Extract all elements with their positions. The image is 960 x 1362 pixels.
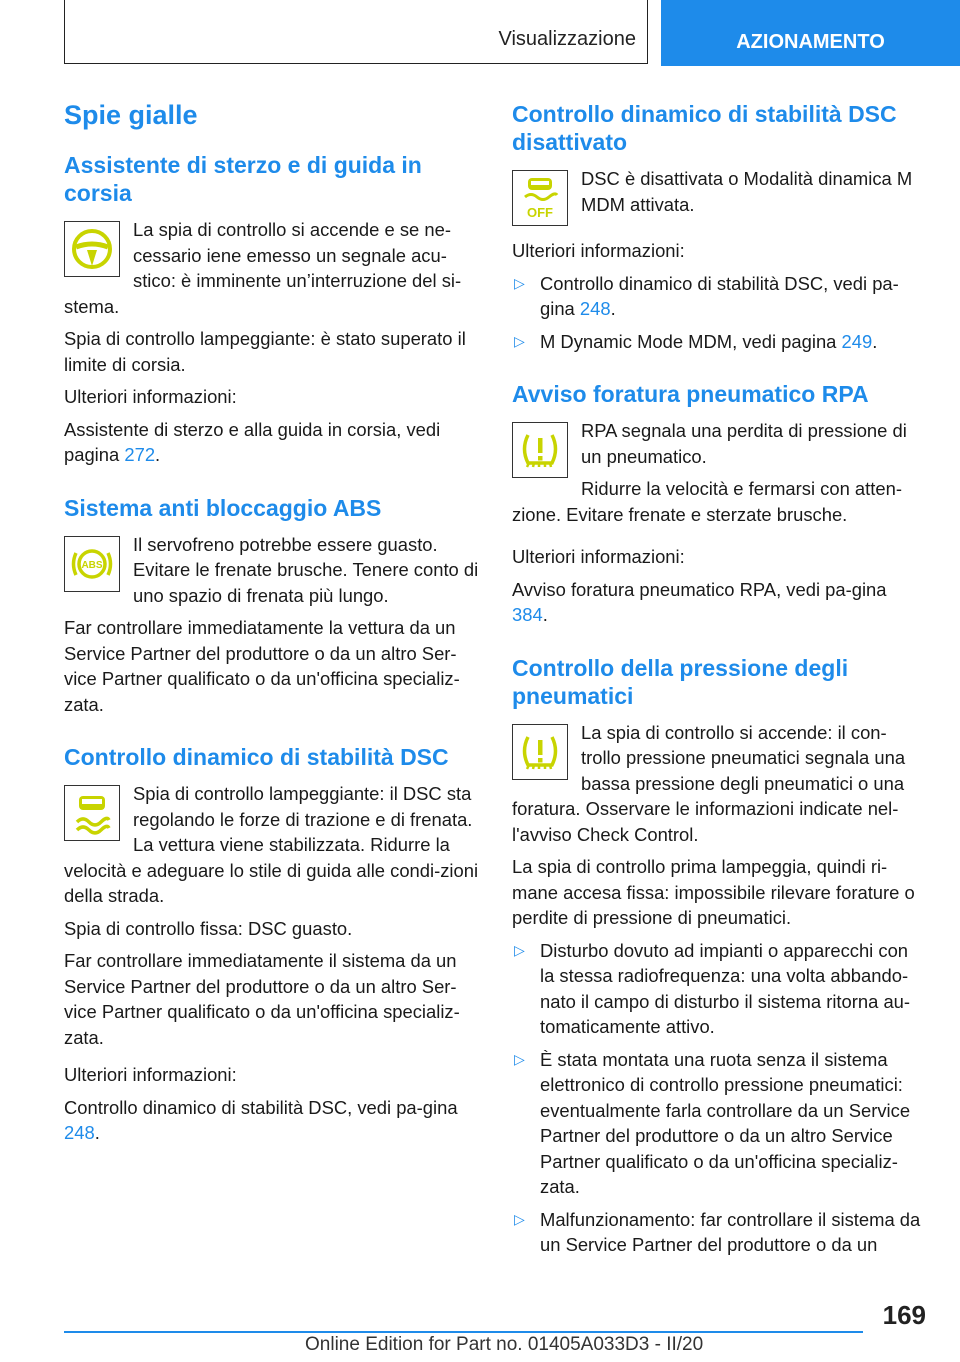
dsc-off-warning-icon [512,170,568,226]
abs-text-2: Far controllare immediatamente la vettura da un Service Partner del produttore o da un altro Ser-vice Partner qualificato o da un'officina specializ-zata. [64,617,460,715]
dsc-off-heading: Controllo dinamico di stabilità DSC disattivato [512,101,897,155]
page-link-249[interactable]: 249 [841,330,873,352]
tpc-list [512,938,926,1258]
svg-text:ABS: ABS [81,559,103,571]
dsc-block [64,781,482,916]
header-section-title: Visualizzazione [498,28,636,50]
rpa-text-1: RPA segnala una perdita di pressione di un pneumatico. [581,420,907,467]
right-column [512,100,926,1265]
lane-assist-heading: Assistente di sterzo e di guida in corsia [64,152,422,206]
triangle-bullet-icon: ▷ [514,941,525,958]
page-link-248[interactable]: 248 [579,298,611,319]
lane-assist-text-1: La spia di controllo si accende e se ne-cessario iene emesso un segnale acu-stico: è imminente un’interruzione del si-stema. [64,219,462,317]
svg-text:OFF: OFF [527,205,553,220]
dsc-text-2: Spia di controllo fissa: DSC guasto. [64,917,353,939]
tpc-text-2: La spia di controllo prima lampeggia, quindi ri-mane accesa fissa: impossibile rilevare forature o perdite di pressione di pneumatici. [512,856,915,928]
dsc-more-label: Ulteriori informazioni: [64,1064,237,1085]
lane-assist-block [64,217,482,326]
dsc-off-block [512,166,926,230]
left-column [64,100,482,1153]
lane-assist-reference: Assistente di sterzo e alla guida in corsia, vedi pagina 272. [64,418,441,465]
rpa-text-2: Ridurre la velocità e fermarsi con atten-zione. Evitare frenate e sterzate brusche. [512,478,902,525]
abs-block [64,532,482,616]
abs-heading: Sistema anti bloccaggio ABS [64,494,382,521]
dsc-warning-icon [64,785,120,841]
dsc-heading: Controllo dinamico di stabilità DSC [64,744,449,770]
tpc-block [512,720,926,855]
dsc-reference: Controllo dinamico di stabilità DSC, vedi pa-gina 248. [64,1096,458,1143]
tire-pressure-monitor-icon [512,724,568,780]
dsc-off-reference-list [512,271,926,355]
dsc-text-1: Spia di controllo lampeggiante: il DSC sta regolando le forze di trazione e di frenata. La vettura viene stabilizzata. Ridurre la velocità e adeguare lo stile di guida alle condi-zioni della strada. [64,783,479,906]
rpa-more-label: Ulteriori informazioni: [512,546,685,567]
dsc-text-3: Far controllare immediatamente il sistema da un Service Partner del produttore o da un altro Ser-vice Partner qualificato o da un'officina specializ-zata. [64,950,460,1048]
lane-assist-text-2: Spia di controllo lampeggiante: è stato superato il limite di corsia. [64,328,466,375]
rpa-block [512,418,926,534]
abs-warning-icon [64,536,120,592]
footer-divider [64,1331,863,1333]
header-chapter-tab[interactable]: AZIONAMENTO [661,0,960,66]
list-item: ▷ Disturbo dovuto ad impianti o apparecchi con la stessa radiofrequenza: una volta abbando-nato il campo di disturbo il sistema ritorna au-tomaticamente attivo. [514,939,911,1037]
steering-wheel-warning-icon [64,221,120,277]
list-item: ▷ Controllo dinamico di stabilità DSC, vedi pa-gina 248. [514,272,899,319]
rpa-reference: Avviso foratura pneumatico RPA, vedi pa-gina 384. [512,578,887,625]
page-title: Spie gialle [64,100,198,130]
triangle-bullet-icon: ▷ [514,332,525,349]
list-item: ▷ È stata montata una ruota senza il sistema elettronico di controllo pressione pneumatici: eventualmente farla controllare da un Service Partner del produttore o da un altro Service Partner qualificato o da un'officina specializ-zata. [514,1048,911,1197]
triangle-bullet-icon: ▷ [514,1210,525,1227]
page-link-248[interactable]: 248 [64,1122,95,1143]
page-number: 169 [882,1300,926,1330]
tire-pressure-warning-icon [512,422,568,478]
tpc-heading: Controllo della pressione degli pneumatici [512,654,849,709]
abs-text-1: Il servofreno potrebbe essere guasto. Evitare le frenate brusche. Tenere conto di uno spazio di frenata più lungo. [133,533,479,606]
list-item: ▷ M Dynamic Mode MDM, vedi pagina 249. [512,329,926,355]
triangle-bullet-icon: ▷ [514,274,525,291]
page-link-272[interactable]: 272 [124,444,156,465]
list-item: ▷ Malfunzionamento: far controllare il sistema da un Service Partner del produttore o da un [514,1208,921,1255]
footer-edition: Online Edition for Part no. 01405A033D3 - II/20 [305,1334,704,1355]
tpc-text-1: La spia di controllo si accende: il con-trollo pressione pneumatici segnala una bassa pressione degli pneumatici o una foratura. Osservare le informazioni indicate nel-l'avviso Check Control. [512,721,906,845]
dsc-off-more-label: Ulteriori informazioni: [512,240,685,261]
triangle-bullet-icon: ▷ [514,1050,525,1067]
lane-assist-more-label: Ulteriori informazioni: [64,386,237,407]
dsc-off-text-1: DSC è disattivata o Modalità dinamica M MDM attivata. [581,168,913,215]
page-link-384[interactable]: 384 [512,604,543,625]
rpa-heading: Avviso foratura pneumatico RPA [512,381,869,407]
